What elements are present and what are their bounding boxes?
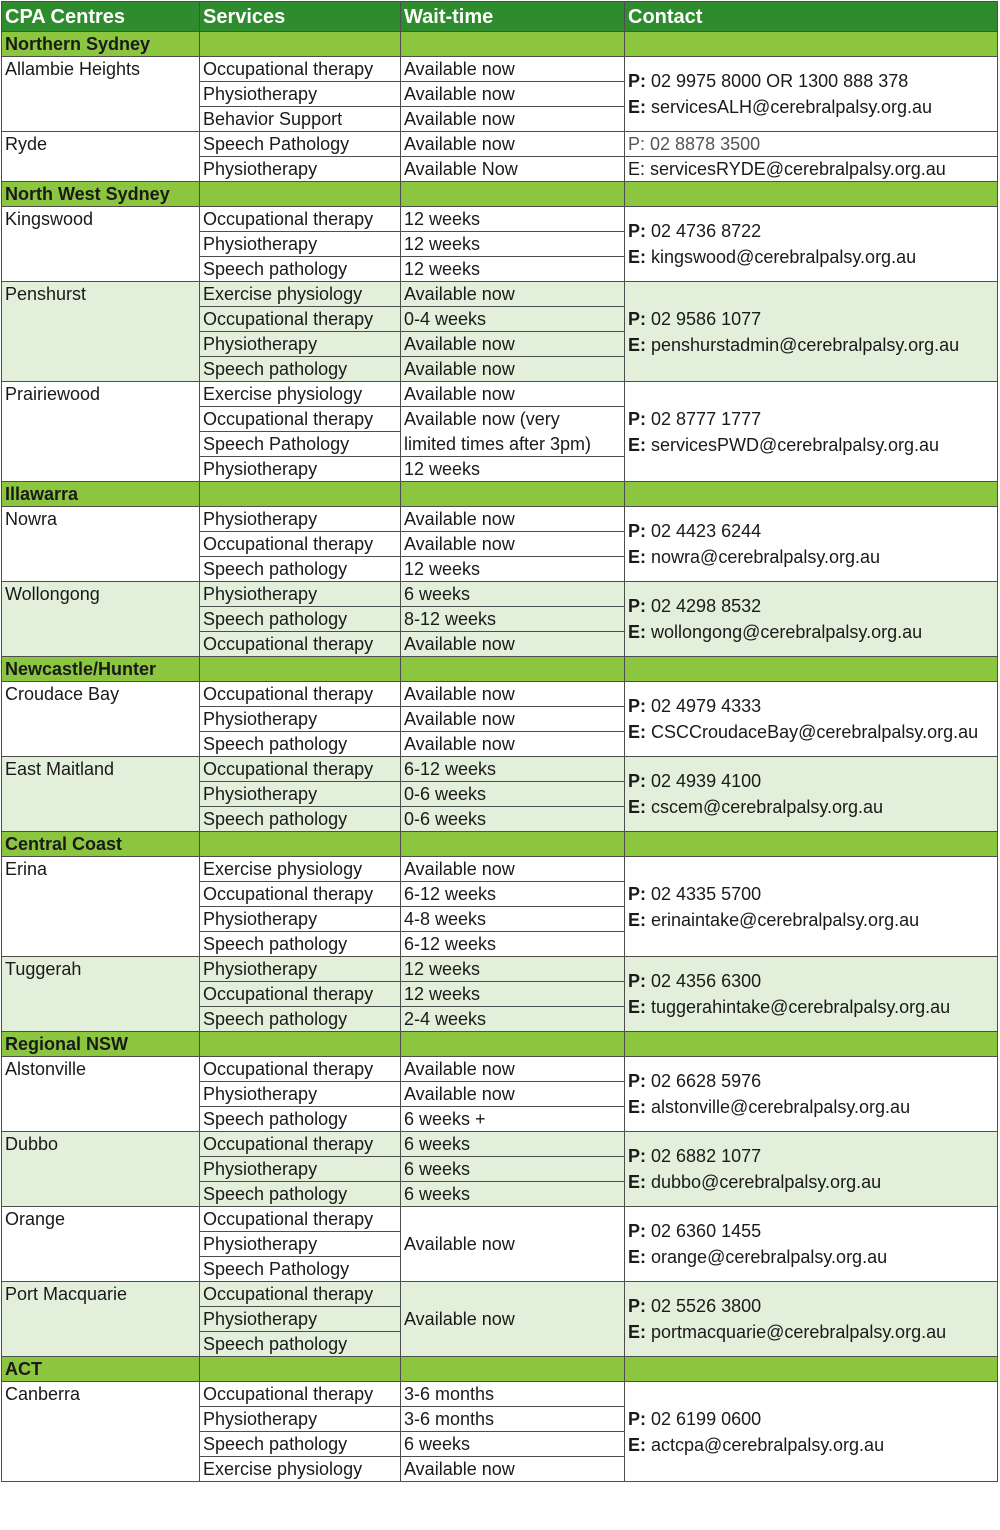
wait-cell: Available now: [401, 57, 625, 82]
email-label: E:: [628, 1097, 646, 1117]
service-cell: Speech pathology: [200, 607, 401, 632]
phone-label: P:: [628, 1146, 646, 1166]
email-label: E:: [628, 334, 646, 355]
contact-cell: [625, 207, 998, 282]
service-cell: Behavior Support: [200, 107, 401, 132]
wait-cell: Available now: [401, 357, 625, 382]
wait-cell: Available now: [401, 632, 625, 657]
phone-label: P:: [628, 1071, 646, 1091]
email-label: E:: [628, 1247, 646, 1267]
service-cell: Speech Pathology: [200, 432, 401, 457]
wait-cell: 6 weeks: [401, 1432, 625, 1457]
email-label: E:: [628, 547, 646, 567]
service-cell: Speech pathology: [200, 932, 401, 957]
email-address[interactable]: alstonville@cerebralpalsy.org.au: [651, 1097, 911, 1117]
email-label: E:: [628, 97, 646, 117]
phone-label: P:: [628, 971, 646, 991]
centre-name: East Maitland: [2, 757, 200, 832]
contact-cell: [625, 1382, 998, 1482]
service-cell: Speech pathology: [200, 732, 401, 757]
phone-label: P:: [628, 696, 646, 716]
service-cell: Physiotherapy: [200, 82, 401, 107]
service-cell: Occupational therapy: [200, 532, 401, 557]
phone-number[interactable]: 02 4736 8722: [651, 221, 762, 241]
wait-cell: 3-6 months: [401, 1407, 625, 1432]
centre-name: Nowra: [2, 507, 200, 582]
email-label: E:: [628, 797, 646, 817]
table-row: [2, 757, 998, 782]
wait-cell: Available now: [401, 857, 625, 882]
centre-name: Canberra: [2, 1382, 200, 1482]
phone-number[interactable]: 02 6882 1077: [651, 1146, 762, 1166]
phone-label: P:: [628, 408, 646, 429]
phone-label: P:: [628, 308, 646, 329]
service-cell: Occupational therapy: [200, 57, 401, 82]
wait-cell: 12 weeks: [401, 982, 625, 1007]
service-cell: Speech pathology: [200, 1332, 401, 1357]
service-cell: Speech pathology: [200, 1007, 401, 1032]
service-cell: Exercise physiology: [200, 1457, 401, 1482]
phone-number[interactable]: 02 6199 0600: [651, 1408, 762, 1429]
wait-cell: 6 weeks +: [401, 1107, 625, 1132]
header-services: Services: [200, 2, 401, 32]
email-address[interactable]: tuggerahintake@cerebralpalsy.org.au: [651, 997, 951, 1017]
region-name: Northern Sydney: [2, 32, 200, 57]
email-address[interactable]: dubbo@cerebralpalsy.org.au: [651, 1172, 882, 1192]
service-cell: Physiotherapy: [200, 782, 401, 807]
phone-label: P:: [628, 771, 646, 791]
region-name: Illawarra: [2, 482, 200, 507]
service-cell: Occupational therapy: [200, 1057, 401, 1082]
service-cell: Speech pathology: [200, 557, 401, 582]
service-cell: Physiotherapy: [200, 907, 401, 932]
email-address[interactable]: penshurstadmin@cerebralpalsy.org.au: [651, 334, 960, 355]
centre-name: Prairiewood: [2, 382, 200, 482]
table-row: [2, 1207, 998, 1232]
wait-cell: Available now (very: [401, 407, 625, 432]
contact-cell: [625, 757, 998, 832]
wait-cell: Available now: [401, 82, 625, 107]
contact-cell: [625, 1207, 998, 1282]
phone-number[interactable]: P: 02 8878 3500: [625, 132, 998, 157]
region-name: North West Sydney: [2, 182, 200, 207]
phone-number[interactable]: 02 6360 1455: [651, 1221, 762, 1241]
centre-name: Erina: [2, 857, 200, 957]
service-cell: Speech Pathology: [200, 1257, 401, 1282]
email-address[interactable]: erinaintake@cerebralpalsy.org.au: [651, 909, 920, 930]
service-cell: Speech pathology: [200, 807, 401, 832]
email-address[interactable]: servicesPWD@cerebralpalsy.org.au: [651, 434, 940, 455]
table-row: [2, 857, 998, 882]
service-cell: Physiotherapy: [200, 1157, 401, 1182]
service-cell: Occupational therapy: [200, 407, 401, 432]
centre-name: Allambie Heights: [2, 57, 200, 132]
wait-cell: Available now: [401, 282, 625, 307]
wait-cell: Available now: [401, 507, 625, 532]
wait-cell: Available now: [401, 1057, 625, 1082]
service-cell: Speech pathology: [200, 257, 401, 282]
contact-cell: [625, 582, 998, 657]
service-cell: Occupational therapy: [200, 882, 401, 907]
phone-number[interactable]: 02 4979 4333: [651, 696, 762, 716]
region-name: Central Coast: [2, 832, 200, 857]
contact-cell: [625, 57, 998, 132]
region-row: [2, 657, 998, 682]
service-cell: Physiotherapy: [200, 507, 401, 532]
region-name: Newcastle/Hunter: [2, 657, 200, 682]
wait-cell: 2-4 weeks: [401, 1007, 625, 1032]
wait-cell: 6 weeks: [401, 1182, 625, 1207]
service-cell: Occupational therapy: [200, 1382, 401, 1407]
wait-cell: Available now: [401, 732, 625, 757]
wait-cell: Available now: [401, 1082, 625, 1107]
wait-cell: 0-6 weeks: [401, 782, 625, 807]
phone-label: P:: [628, 221, 646, 241]
phone-label: P:: [628, 71, 646, 91]
wait-cell: Available now: [401, 132, 625, 157]
wait-cell: 6 weeks: [401, 1157, 625, 1182]
centre-name: Penshurst: [2, 282, 200, 382]
region-row: [2, 482, 998, 507]
contact-cell: [625, 1132, 998, 1207]
service-cell: Physiotherapy: [200, 1232, 401, 1257]
service-cell: Speech Pathology: [200, 132, 401, 157]
wait-cell: Available now: [401, 1282, 625, 1357]
contact-cell: [625, 282, 998, 382]
centre-name: Wollongong: [2, 582, 200, 657]
service-cell: Physiotherapy: [200, 957, 401, 982]
email-label: E:: [628, 1172, 646, 1192]
service-cell: Occupational therapy: [200, 982, 401, 1007]
email-address[interactable]: E: servicesRYDE@cerebralpalsy.org.au: [625, 157, 998, 182]
wait-cell: 6-12 weeks: [401, 932, 625, 957]
wait-cell: 12 weeks: [401, 257, 625, 282]
email-label: E:: [628, 909, 646, 930]
service-cell: Physiotherapy: [200, 232, 401, 257]
table-row: [2, 1132, 998, 1157]
service-cell: Physiotherapy: [200, 457, 401, 482]
email-address[interactable]: nowra@cerebralpalsy.org.au: [651, 547, 881, 567]
region-row: [2, 1032, 998, 1057]
region-row: [2, 32, 998, 57]
centre-name: Ryde: [2, 132, 200, 182]
region-row: [2, 1357, 998, 1382]
wait-cell: Available now: [401, 1457, 625, 1482]
header-row: [2, 2, 998, 32]
table-row: [2, 1057, 998, 1082]
service-cell: Occupational therapy: [200, 632, 401, 657]
wait-cell: 12 weeks: [401, 557, 625, 582]
service-cell: Physiotherapy: [200, 332, 401, 357]
wait-cell: 3-6 months: [401, 1382, 625, 1407]
wait-time-table: [1, 1, 998, 1482]
service-cell: Physiotherapy: [200, 157, 401, 182]
region-row: [2, 832, 998, 857]
email-label: E:: [628, 997, 646, 1017]
service-cell: Occupational therapy: [200, 757, 401, 782]
table-row: [2, 682, 998, 707]
email-address[interactable]: cscem@cerebralpalsy.org.au: [651, 797, 884, 817]
centre-name: Orange: [2, 1207, 200, 1282]
centre-name: Dubbo: [2, 1132, 200, 1207]
contact-cell: [625, 857, 998, 957]
phone-number[interactable]: 02 8777 1777: [651, 408, 762, 429]
header-wait-time: Wait-time: [401, 2, 625, 32]
service-cell: Occupational therapy: [200, 207, 401, 232]
wait-cell: Available now: [401, 107, 625, 132]
service-cell: Exercise physiology: [200, 857, 401, 882]
table-row: [2, 1382, 998, 1407]
centre-name: Alstonville: [2, 1057, 200, 1132]
table-row: [2, 382, 998, 407]
phone-label: P:: [628, 1296, 646, 1316]
wait-cell: 12 weeks: [401, 457, 625, 482]
service-cell: Occupational therapy: [200, 1282, 401, 1307]
phone-number[interactable]: 02 4939 4100: [651, 771, 762, 791]
table-row: [2, 282, 998, 307]
contact-cell: [625, 382, 998, 482]
wait-cell: 8-12 weeks: [401, 607, 625, 632]
table-row: [2, 1282, 998, 1307]
table-row: [2, 507, 998, 532]
email-label: E:: [628, 722, 646, 742]
table-row: [2, 57, 998, 82]
wait-cell: 4-8 weeks: [401, 907, 625, 932]
phone-number[interactable]: 02 4356 6300: [651, 971, 762, 991]
email-address[interactable]: wollongong@cerebralpalsy.org.au: [651, 622, 923, 642]
email-label: E:: [628, 1322, 646, 1342]
centre-name: Croudace Bay: [2, 682, 200, 757]
wait-cell: 6-12 weeks: [401, 882, 625, 907]
service-cell: Speech pathology: [200, 357, 401, 382]
email-label: E:: [628, 1434, 646, 1455]
service-cell: Exercise physiology: [200, 382, 401, 407]
service-cell: Speech pathology: [200, 1432, 401, 1457]
service-cell: Occupational therapy: [200, 307, 401, 332]
email-address[interactable]: portmacquarie@cerebralpalsy.org.au: [651, 1322, 947, 1342]
phone-label: P:: [628, 1408, 646, 1429]
service-cell: Speech pathology: [200, 1182, 401, 1207]
phone-number[interactable]: 02 9586 1077: [651, 308, 762, 329]
table-row: [2, 207, 998, 232]
contact-cell: [625, 682, 998, 757]
contact-cell: [625, 507, 998, 582]
wait-cell: limited times after 3pm): [401, 432, 625, 457]
wait-cell: 0-6 weeks: [401, 807, 625, 832]
region-name: Regional NSW: [2, 1032, 200, 1057]
service-cell: Physiotherapy: [200, 582, 401, 607]
service-cell: Occupational therapy: [200, 1207, 401, 1232]
service-cell: Physiotherapy: [200, 707, 401, 732]
service-cell: Occupational therapy: [200, 1132, 401, 1157]
email-address[interactable]: actcpa@cerebralpalsy.org.au: [651, 1434, 885, 1455]
email-label: E:: [628, 247, 646, 267]
wait-cell: Available now: [401, 707, 625, 732]
wait-cell: Available now: [401, 382, 625, 407]
email-address[interactable]: CSCCroudaceBay@cerebralpalsy.org.au: [651, 722, 979, 742]
phone-number[interactable]: 02 4298 8532: [651, 596, 762, 616]
region-row: [2, 182, 998, 207]
phone-number[interactable]: 02 4423 6244: [651, 521, 762, 541]
wait-cell: 6-12 weeks: [401, 757, 625, 782]
wait-cell: 12 weeks: [401, 207, 625, 232]
centre-name: Port Macquarie: [2, 1282, 200, 1357]
service-cell: Physiotherapy: [200, 1307, 401, 1332]
phone-number[interactable]: 02 4335 5700: [651, 883, 762, 904]
email-address[interactable]: kingswood@cerebralpalsy.org.au: [651, 247, 917, 267]
wait-cell: Available now: [401, 532, 625, 557]
phone-label: P:: [628, 883, 646, 904]
contact-cell: [625, 1282, 998, 1357]
wait-cell: 6 weeks: [401, 1132, 625, 1157]
email-address[interactable]: orange@cerebralpalsy.org.au: [651, 1247, 888, 1267]
phone-label: P:: [628, 1221, 646, 1241]
wait-cell: Available now: [401, 1207, 625, 1282]
contact-cell: [625, 957, 998, 1032]
wait-cell: Available now: [401, 682, 625, 707]
service-cell: Speech pathology: [200, 1107, 401, 1132]
email-label: E:: [628, 622, 646, 642]
region-name: ACT: [2, 1357, 200, 1382]
phone-label: P:: [628, 596, 646, 616]
phone-number[interactable]: 02 6628 5976: [651, 1071, 762, 1091]
wait-cell: 0-4 weeks: [401, 307, 625, 332]
wait-cell: 12 weeks: [401, 957, 625, 982]
wait-cell: 6 weeks: [401, 582, 625, 607]
service-cell: Physiotherapy: [200, 1407, 401, 1432]
phone-number[interactable]: 02 9975 8000 OR 1300 888 378: [651, 71, 909, 91]
table-row: [2, 582, 998, 607]
service-cell: Physiotherapy: [200, 1082, 401, 1107]
wait-cell: 12 weeks: [401, 232, 625, 257]
email-label: E:: [628, 434, 646, 455]
phone-label: P:: [628, 521, 646, 541]
service-cell: Exercise physiology: [200, 282, 401, 307]
wait-cell: Available Now: [401, 157, 625, 182]
centre-name: Tuggerah: [2, 957, 200, 1032]
header-centres: CPA Centres: [2, 2, 200, 32]
contact-cell: [625, 1057, 998, 1132]
table-row: [2, 957, 998, 982]
table-row: [2, 132, 998, 157]
email-address[interactable]: servicesALH@cerebralpalsy.org.au: [651, 97, 933, 117]
phone-number[interactable]: 02 5526 3800: [651, 1296, 762, 1316]
wait-cell: Available now: [401, 332, 625, 357]
centre-name: Kingswood: [2, 207, 200, 282]
service-cell: Occupational therapy: [200, 682, 401, 707]
header-contact: Contact: [625, 2, 998, 32]
